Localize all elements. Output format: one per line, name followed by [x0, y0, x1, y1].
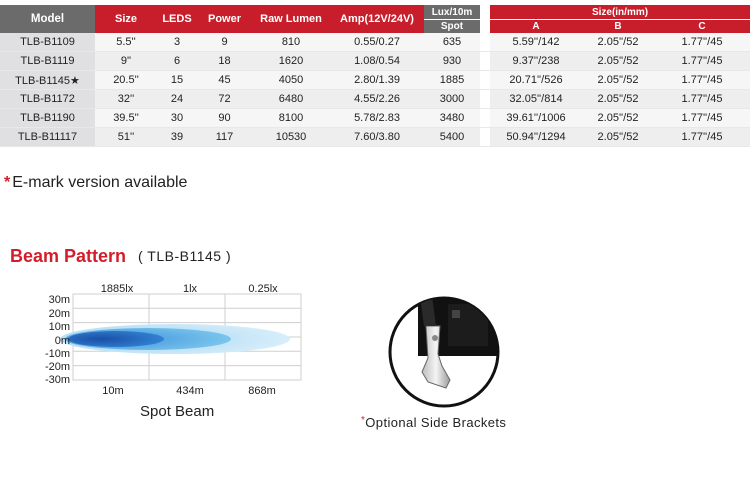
cell-power: 117	[197, 128, 252, 147]
x-tick-label: 868m	[248, 385, 276, 397]
cell-model: TLB-B1172	[0, 90, 95, 109]
cell-lumen: 810	[252, 33, 330, 52]
header-size: Size	[95, 5, 157, 33]
table-row	[0, 90, 750, 109]
side-bracket-image	[388, 296, 500, 408]
table-row	[0, 33, 750, 52]
header-power: Power	[197, 5, 252, 33]
cell-leds: 39	[157, 128, 197, 147]
beam-pattern-chart	[0, 282, 310, 397]
y-tick-label: -30m	[44, 374, 70, 386]
x-tick-label: 10m	[102, 385, 124, 397]
cell-spot: 930	[424, 52, 480, 71]
bracket-caption	[361, 415, 506, 430]
cell-leds: 30	[157, 109, 197, 128]
cell-size: 9''	[95, 52, 157, 71]
header-size-group: Size(in/mm)	[490, 5, 750, 19]
cell-amp: 2.80/1.39	[330, 71, 424, 90]
cell-spot: 1885	[424, 71, 480, 90]
y-tick-label: 10m	[48, 321, 70, 333]
header-raw-lumen: Raw Lumen	[252, 5, 330, 33]
footnote-text: E-mark version available	[12, 174, 188, 191]
cell-size: 32''	[95, 90, 157, 109]
lux-label: 1lx	[182, 283, 198, 295]
bracket-caption-star: *	[361, 415, 366, 426]
header-model: Model	[0, 5, 95, 33]
header-lux: Lux/10m	[424, 5, 480, 19]
cell-leds: 24	[157, 90, 197, 109]
cell-a: 50.94''/1294	[490, 128, 582, 147]
header-spot: Spot	[424, 19, 480, 33]
bracket-caption-text: Optional Side Brackets	[365, 415, 507, 430]
emark-footnote	[4, 174, 187, 192]
cell-lumen: 1620	[252, 52, 330, 71]
cell-b: 2.05''/52	[582, 90, 654, 109]
beam-pattern-model: ( TLB-B1145 )	[138, 248, 232, 264]
cell-lumen: 8100	[252, 109, 330, 128]
cell-c: 1.77''/45	[654, 90, 750, 109]
cell-size: 20.5''	[95, 71, 157, 90]
cell-amp: 5.78/2.83	[330, 109, 424, 128]
header-b: B	[582, 19, 654, 33]
cell-size: 51''	[95, 128, 157, 147]
cell-size: 5.5''	[95, 33, 157, 52]
cell-spot: 3480	[424, 109, 480, 128]
cell-a: 9.37''/238	[490, 52, 582, 71]
cell-c: 1.77''/45	[654, 33, 750, 52]
cell-amp: 0.55/0.27	[330, 33, 424, 52]
cell-size: 39.5''	[95, 109, 157, 128]
table-row	[0, 128, 750, 147]
cell-amp: 7.60/3.80	[330, 128, 424, 147]
footnote-star: *	[4, 174, 11, 191]
header-leds: LEDS	[157, 5, 197, 33]
y-tick-label: -20m	[44, 361, 70, 373]
cell-c: 1.77''/45	[654, 128, 750, 147]
cell-leds: 6	[157, 52, 197, 71]
table-row	[0, 71, 750, 90]
cell-amp: 4.55/2.26	[330, 90, 424, 109]
cell-c: 1.77''/45	[654, 71, 750, 90]
cell-model: TLB-B1119	[0, 52, 95, 71]
header-a: A	[490, 19, 582, 33]
x-tick-label: 434m	[176, 385, 204, 397]
cell-b: 2.05''/52	[582, 109, 654, 128]
cell-power: 18	[197, 52, 252, 71]
cell-power: 90	[197, 109, 252, 128]
header-c: C	[654, 19, 750, 33]
cell-amp: 1.08/0.54	[330, 52, 424, 71]
lux-label: 1885lx	[100, 283, 134, 295]
cell-a: 32.05''/814	[490, 90, 582, 109]
cell-spot: 3000	[424, 90, 480, 109]
cell-power: 9	[197, 33, 252, 52]
y-tick-label: -10m	[44, 348, 70, 360]
cell-lumen: 4050	[252, 71, 330, 90]
cell-b: 2.05''/52	[582, 71, 654, 90]
y-tick-label: 20m	[48, 308, 70, 320]
cell-b: 2.05''/52	[582, 33, 654, 52]
cell-model: TLB-B1190	[0, 109, 95, 128]
cell-lumen: 10530	[252, 128, 330, 147]
y-tick-label: 0m	[54, 335, 70, 347]
cell-spot: 5400	[424, 128, 480, 147]
table-row	[0, 52, 750, 71]
beam-pattern-title: Beam Pattern	[10, 246, 127, 266]
beam-inner-zone	[68, 331, 164, 347]
cell-a: 39.61''/1006	[490, 109, 582, 128]
cell-c: 1.77''/45	[654, 109, 750, 128]
cell-leds: 3	[157, 33, 197, 52]
cell-power: 72	[197, 90, 252, 109]
y-tick-label: 30m	[48, 294, 70, 306]
cell-b: 2.05''/52	[582, 128, 654, 147]
cell-b: 2.05''/52	[582, 52, 654, 71]
header-amp: Amp(12V/24V)	[330, 5, 424, 33]
cell-lumen: 6480	[252, 90, 330, 109]
cell-a: 20.71''/526	[490, 71, 582, 90]
lux-label: 0.25lx	[248, 283, 278, 295]
table-row	[0, 109, 750, 128]
cell-power: 45	[197, 71, 252, 90]
cell-a: 5.59''/142	[490, 33, 582, 52]
cell-model: TLB-B11117	[0, 128, 95, 147]
cell-spot: 635	[424, 33, 480, 52]
cell-c: 1.77''/45	[654, 52, 750, 71]
cell-model: TLB-B1145★	[0, 71, 95, 90]
beam-caption: Spot Beam	[140, 403, 215, 420]
cell-model: TLB-B1109	[0, 33, 95, 52]
cell-leds: 15	[157, 71, 197, 90]
spec-table	[0, 5, 750, 147]
